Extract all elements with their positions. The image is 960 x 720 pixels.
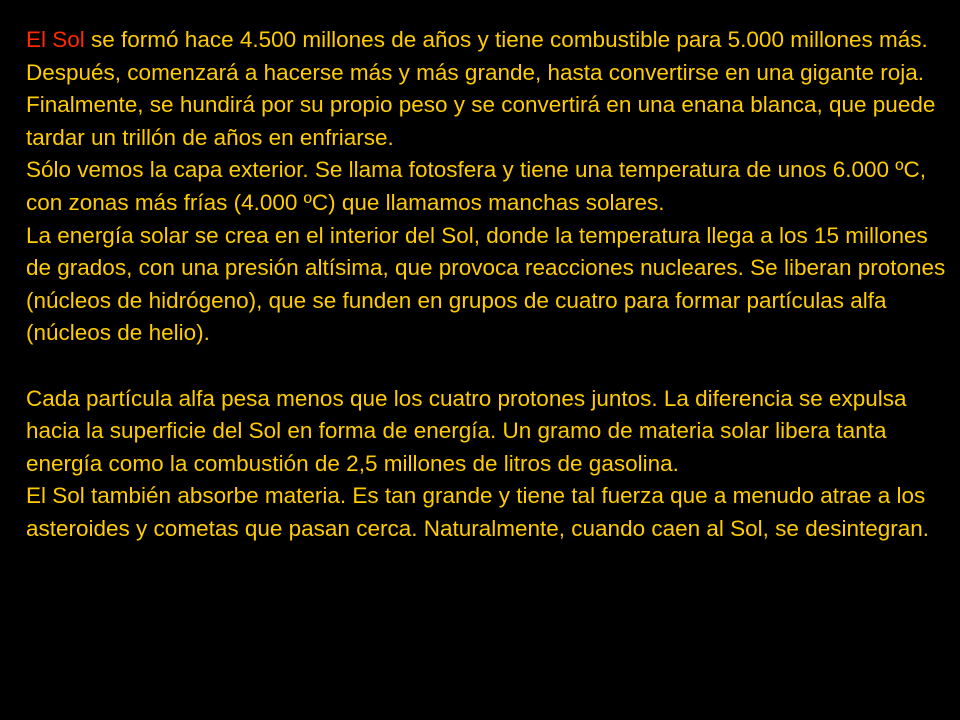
paragraph-photosphere: Sólo vemos la capa exterior. Se llama fotosfera y tiene una temperatura de unos 6.000 ºC, con zonas más frías (4.000 ºC) que llamamos manchas solares.: [26, 157, 926, 215]
paragraph-sun-formation: [26, 24, 946, 154]
paragraph-sun-formation-text: se formó hace 4.500 millones de años y tiene combustible para 5.000 millones más. Después, comenzará a hacerse más y más grande, hasta convertirse en una gigante roja. Finalmente, se hundirá por su propio peso y se convertirá en una enana blanca, que puede tardar un trillón de años en enfriarse.: [26, 27, 936, 150]
paragraph-sun-absorbs-matter: El Sol también absorbe materia. Es tan grande y tiene tal fuerza que a menudo atrae a los asteroides y cometas que pasan cerca. Naturalmente, cuando caen al Sol, se desintegran.: [26, 483, 930, 541]
paragraph-spacer: [26, 350, 946, 383]
highlight-el-sol: El Sol: [26, 27, 85, 52]
paragraph-alpha-particle: Cada partícula alfa pesa menos que los cuatro protones juntos. La diferencia se expulsa hacia la superficie del Sol en forma de energía. Un gramo de materia solar libera tanta energía como la combustión de 2,5 millones de litros de gasolina.: [26, 385, 907, 476]
paragraph-solar-energy: La energía solar se crea en el interior del Sol, donde la temperatura llega a los 15 millones de grados, con una presión altísima, que provoca reacciones nucleares. Se liberan protones (núcleos de hidrógeno), que se funden en grupos de cuatro para formar partículas alfa (núcleos de helio).: [26, 222, 946, 346]
slide-text-body: [26, 24, 946, 546]
